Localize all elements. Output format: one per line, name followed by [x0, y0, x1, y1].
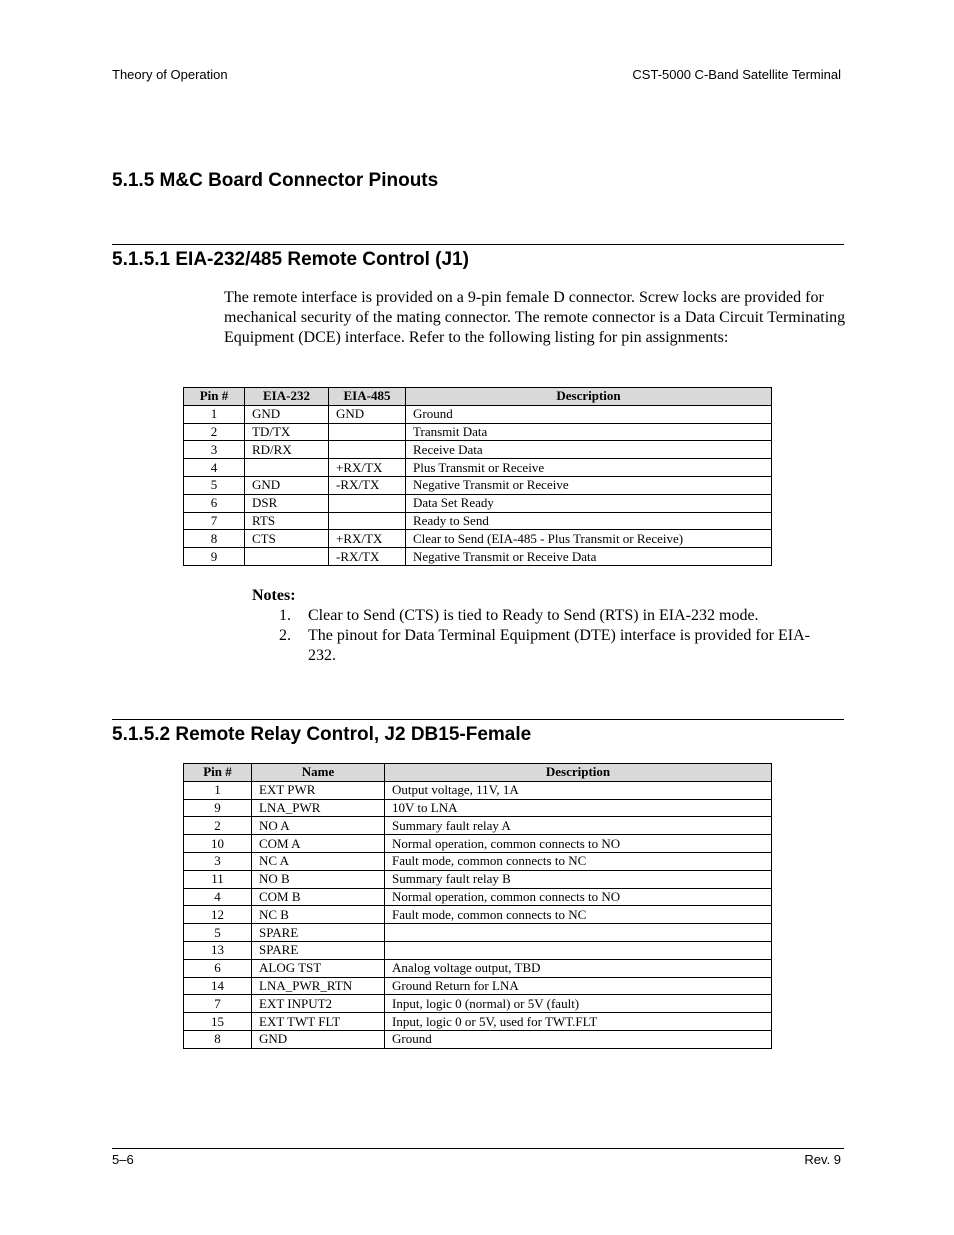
table-cell: Input, logic 0 or 5V, used for TWT.FLT	[385, 1013, 772, 1031]
table-cell: 8	[184, 1030, 252, 1048]
table-cell: +RX/TX	[329, 459, 406, 477]
table-cell: RTS	[245, 512, 329, 530]
table-cell: GND	[245, 476, 329, 494]
table-cell: 11	[184, 870, 252, 888]
table-row	[184, 888, 772, 906]
table-cell: Summary fault relay A	[385, 817, 772, 835]
column-header: Description	[406, 388, 772, 406]
table-cell: EXT INPUT2	[252, 995, 385, 1013]
footer-revision: Rev. 9	[804, 1152, 841, 1167]
table-cell: 3	[184, 441, 245, 459]
table-cell: SPARE	[252, 924, 385, 942]
table-row	[184, 799, 772, 817]
table-row	[184, 512, 772, 530]
table-cell: SPARE	[252, 941, 385, 959]
table-cell: EXT TWT FLT	[252, 1013, 385, 1031]
table-cell: 15	[184, 1013, 252, 1031]
table-cell: 5	[184, 924, 252, 942]
table-cell: Data Set Ready	[406, 494, 772, 512]
table-cell: COM A	[252, 835, 385, 853]
table-cell: 4	[184, 459, 245, 477]
table-cell: Ground Return for LNA	[385, 977, 772, 995]
notes-title: Notes:	[252, 587, 296, 604]
section-divider	[112, 244, 844, 245]
table-cell: Summary fault relay B	[385, 870, 772, 888]
table-row	[184, 941, 772, 959]
j1-title: 5.1.5.1 EIA-232/485 Remote Control (J1)	[112, 249, 469, 270]
table-cell: 5	[184, 476, 245, 494]
note-item	[279, 626, 819, 666]
table-cell: Transmit Data	[406, 423, 772, 441]
table-cell: TD/TX	[245, 423, 329, 441]
table-cell	[385, 924, 772, 942]
table-cell: NO A	[252, 817, 385, 835]
table-cell: Input, logic 0 (normal) or 5V (fault)	[385, 995, 772, 1013]
table-cell: 3	[184, 852, 252, 870]
table-cell: NC A	[252, 852, 385, 870]
table-row	[184, 781, 772, 799]
table-row	[184, 924, 772, 942]
table-cell: NO B	[252, 870, 385, 888]
table-cell: 10V to LNA	[385, 799, 772, 817]
table-cell: 10	[184, 835, 252, 853]
table-cell: 9	[184, 548, 245, 566]
table-cell: Ready to Send	[406, 512, 772, 530]
table-row	[184, 1013, 772, 1031]
table-cell: 6	[184, 959, 252, 977]
table-cell	[245, 548, 329, 566]
table-cell: Ground	[406, 405, 772, 423]
table-cell: -RX/TX	[329, 548, 406, 566]
table-cell: -RX/TX	[329, 476, 406, 494]
table-cell: 1	[184, 405, 245, 423]
table-cell: NC B	[252, 906, 385, 924]
table-row	[184, 423, 772, 441]
table-row	[184, 494, 772, 512]
table-header-row	[184, 388, 772, 406]
table-cell	[329, 423, 406, 441]
note-number: 2.	[279, 627, 291, 644]
table-cell: GND	[252, 1030, 385, 1048]
table-cell: Plus Transmit or Receive	[406, 459, 772, 477]
table-cell: Output voltage, 11V, 1A	[385, 781, 772, 799]
table-row	[184, 405, 772, 423]
table-cell: Analog voltage output, TBD	[385, 959, 772, 977]
table-cell: GND	[245, 405, 329, 423]
table-cell: COM B	[252, 888, 385, 906]
j1-paragraph: The remote interface is provided on a 9-pin female D connector. Screw locks are provided for mechanical security of the mating connector. The remote connector is a Data Circuit Terminating Equipment (DCE) interface. Refer to the following listing for pin assignments:	[224, 289, 846, 346]
section-title: 5.1.5 M&C Board Connector Pinouts	[112, 170, 439, 191]
column-header: Description	[385, 764, 772, 782]
table-cell: 6	[184, 494, 245, 512]
table-cell: 14	[184, 977, 252, 995]
table-cell: +RX/TX	[329, 530, 406, 548]
table-cell	[329, 441, 406, 459]
j1-pinout-table	[183, 387, 772, 566]
table-cell	[329, 494, 406, 512]
table-row	[184, 852, 772, 870]
column-header: EIA-485	[329, 388, 406, 406]
table-cell: 9	[184, 799, 252, 817]
note-number: 1.	[279, 607, 291, 624]
table-row	[184, 977, 772, 995]
table-row	[184, 1030, 772, 1048]
table-cell: ALOG TST	[252, 959, 385, 977]
table-cell: Negative Transmit or Receive	[406, 476, 772, 494]
table-cell: 1	[184, 781, 252, 799]
table-cell: 7	[184, 512, 245, 530]
table-cell: 2	[184, 423, 245, 441]
header-right: CST-5000 C-Band Satellite Terminal	[632, 67, 841, 82]
note-item	[279, 606, 819, 626]
column-header: Name	[252, 764, 385, 782]
table-cell	[329, 512, 406, 530]
table-cell: 4	[184, 888, 252, 906]
table-cell: RD/RX	[245, 441, 329, 459]
table-row	[184, 530, 772, 548]
table-row	[184, 870, 772, 888]
footer-page-number: 5–6	[112, 1152, 134, 1167]
table-cell: LNA_PWR_RTN	[252, 977, 385, 995]
table-row	[184, 548, 772, 566]
table-cell	[385, 941, 772, 959]
section-divider	[112, 719, 844, 720]
table-cell: 12	[184, 906, 252, 924]
notes-list	[279, 606, 819, 666]
table-cell: Clear to Send (EIA-485 - Plus Transmit or Receive)	[406, 530, 772, 548]
table-cell: 7	[184, 995, 252, 1013]
table-cell: Fault mode, common connects to NC	[385, 852, 772, 870]
table-cell	[245, 459, 329, 477]
table-cell: EXT PWR	[252, 781, 385, 799]
table-row	[184, 441, 772, 459]
table-cell: 2	[184, 817, 252, 835]
table-cell: Ground	[385, 1030, 772, 1048]
footer-divider	[112, 1148, 844, 1149]
j2-pinout-table	[183, 763, 772, 1049]
table-cell: Negative Transmit or Receive Data	[406, 548, 772, 566]
column-header: Pin #	[184, 388, 245, 406]
table-row	[184, 959, 772, 977]
table-cell: Normal operation, common connects to NO	[385, 835, 772, 853]
table-cell: DSR	[245, 494, 329, 512]
column-header: Pin #	[184, 764, 252, 782]
table-row	[184, 906, 772, 924]
table-header-row	[184, 764, 772, 782]
column-header: EIA-232	[245, 388, 329, 406]
table-row	[184, 817, 772, 835]
table-row	[184, 995, 772, 1013]
table-cell: Normal operation, common connects to NO	[385, 888, 772, 906]
table-cell: LNA_PWR	[252, 799, 385, 817]
header-left: Theory of Operation	[112, 67, 228, 82]
table-cell: GND	[329, 405, 406, 423]
table-cell: Fault mode, common connects to NC	[385, 906, 772, 924]
table-cell: Receive Data	[406, 441, 772, 459]
table-cell: CTS	[245, 530, 329, 548]
note-text: The pinout for Data Terminal Equipment (DTE) interface is provided for EIA-232.	[308, 627, 810, 664]
note-text: Clear to Send (CTS) is tied to Ready to Send (RTS) in EIA-232 mode.	[308, 607, 759, 624]
table-row	[184, 835, 772, 853]
table-row	[184, 476, 772, 494]
table-row	[184, 459, 772, 477]
table-cell: 13	[184, 941, 252, 959]
j2-title: 5.1.5.2 Remote Relay Control, J2 DB15-Female	[112, 724, 532, 745]
table-cell: 8	[184, 530, 245, 548]
